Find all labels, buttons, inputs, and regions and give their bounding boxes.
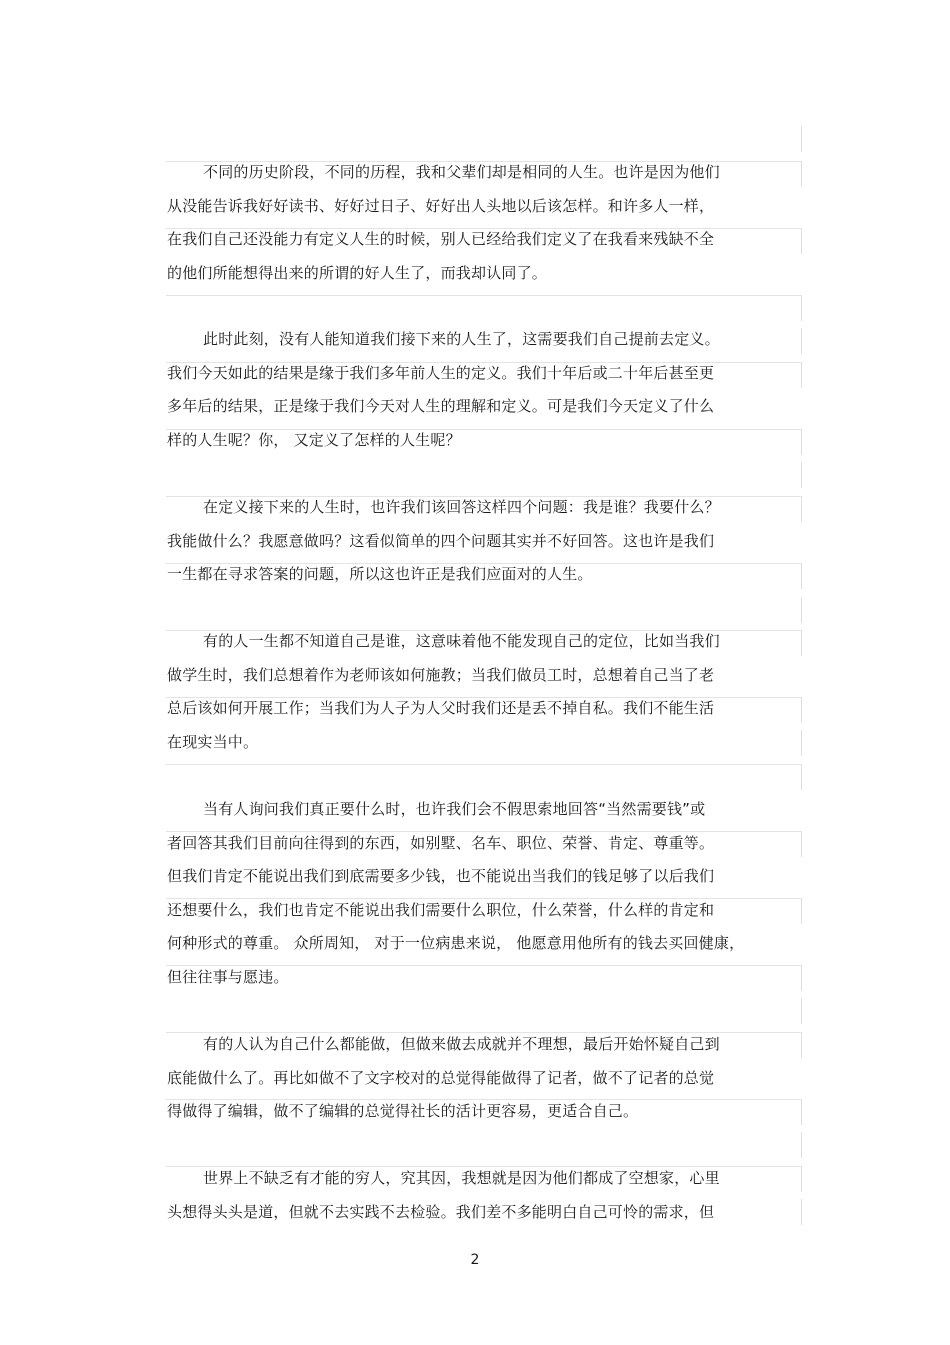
paragraph-line: 我们今天如此的结果是缘于我们多年前人生的定义。我们十年后或二十年后甚至更: [167, 364, 715, 382]
ruled-line: [166, 295, 802, 296]
paragraph-line: 一生都在寻求答案的问题，所以这也许正是我们应面对的人生。: [167, 565, 593, 583]
paragraph-line: 在定义接下来的人生时，也许我们该回答这样四个问题：我是谁？我要什么？: [203, 498, 720, 516]
paragraph-line: 何种形式的尊重。 众所周知， 对于一位病患来说， 他愿意用他所有的钱去买回健康，: [167, 934, 745, 952]
paragraph-line: 此时此刻，没有人能知道我们接下来的人生了，这需要我们自己提前去定义。: [203, 330, 720, 348]
margin-mark: [801, 998, 802, 1024]
paragraph-line: 不同的历史阶段，不同的历程，我和父辈们却是相同的人生。也许是因为他们: [203, 163, 720, 181]
paragraph-line: 我能做什么？我愿意做吗？这看似简单的四个问题其实并不好回答。这也许是我们: [167, 532, 715, 550]
margin-mark: [801, 764, 802, 790]
paragraph-line: 当有人询问我们真正要什么时，也许我们会不假思索地回答“当然需要钱”或: [203, 800, 706, 818]
page-number: 2: [470, 1252, 480, 1268]
margin-mark: [801, 295, 802, 321]
paragraph-line: 有的人认为自己什么都能做，但做来做去成就并不理想，最后开始怀疑自己到: [203, 1035, 720, 1053]
paragraph-line: 的他们所能想得出来的所谓的好人生了，而我却认同了。: [167, 264, 548, 282]
margin-mark: [801, 1132, 802, 1158]
paragraph-line: 但我们肯定不能说出我们到底需要多少钱，也不能说出当我们的钱足够了以后我们: [167, 867, 715, 885]
paragraph-line: 样的人生呢？你， 又定义了怎样的人生呢？: [167, 431, 461, 449]
margin-mark: [801, 126, 802, 152]
paragraph-line: 世界上不缺乏有才能的穷人，究其因，我想就是因为他们都成了空想家，心里: [203, 1169, 720, 1187]
paragraph-line: 得做得了编辑，做不了编辑的总觉得社长的活计更容易，更适合自己。: [167, 1102, 639, 1120]
paragraph-line: 做学生时，我们总想着作为老师该如何施教；当我们做员工时，总想着自己当了老: [167, 666, 715, 684]
margin-mark: [801, 597, 802, 623]
paragraph-line: 者回答其我们目前向往得到的东西，如别墅、名车、职位、荣誉、肯定、尊重等。: [167, 834, 715, 852]
paragraph-line: 从没能告诉我好好读书、好好过日子、好好出人头地以后该怎样。和许多人一样，: [167, 197, 715, 215]
paragraph-line: 还想要什么，我们也肯定不能说出我们需要什么职位，什么荣誉，什么样的肯定和: [167, 901, 715, 919]
paragraph-line: 有的人一生都不知道自己是谁，这意味着他不能发现自己的定位，比如当我们: [203, 632, 720, 650]
ruled-line: [166, 764, 802, 765]
margin-mark: [801, 462, 802, 488]
paragraph-line: 多年后的结果，正是缘于我们今天对人生的理解和定义。可是我们今天定义了什么: [167, 397, 715, 415]
paragraph-line: 在我们自己还没能力有定义人生的时候，别人已经给我们定义了在我看来残缺不全: [167, 230, 715, 248]
paragraph-line: 但往往事与愿违。: [167, 968, 289, 986]
paragraph-line: 总后该如何开展工作；当我们为人子为人父时我们还是丢不掉自私。我们不能生活: [167, 699, 715, 717]
paragraph-line: 底能做什么了。再比如做不了文字校对的总觉得能做得了记者，做不了记者的总觉: [167, 1069, 715, 1087]
paragraph-line: 在现实当中。: [167, 733, 259, 751]
paragraph-line: 头想得头头是道，但就不去实践不去检验。我们差不多能明白自己可怜的需求，但: [167, 1203, 715, 1221]
